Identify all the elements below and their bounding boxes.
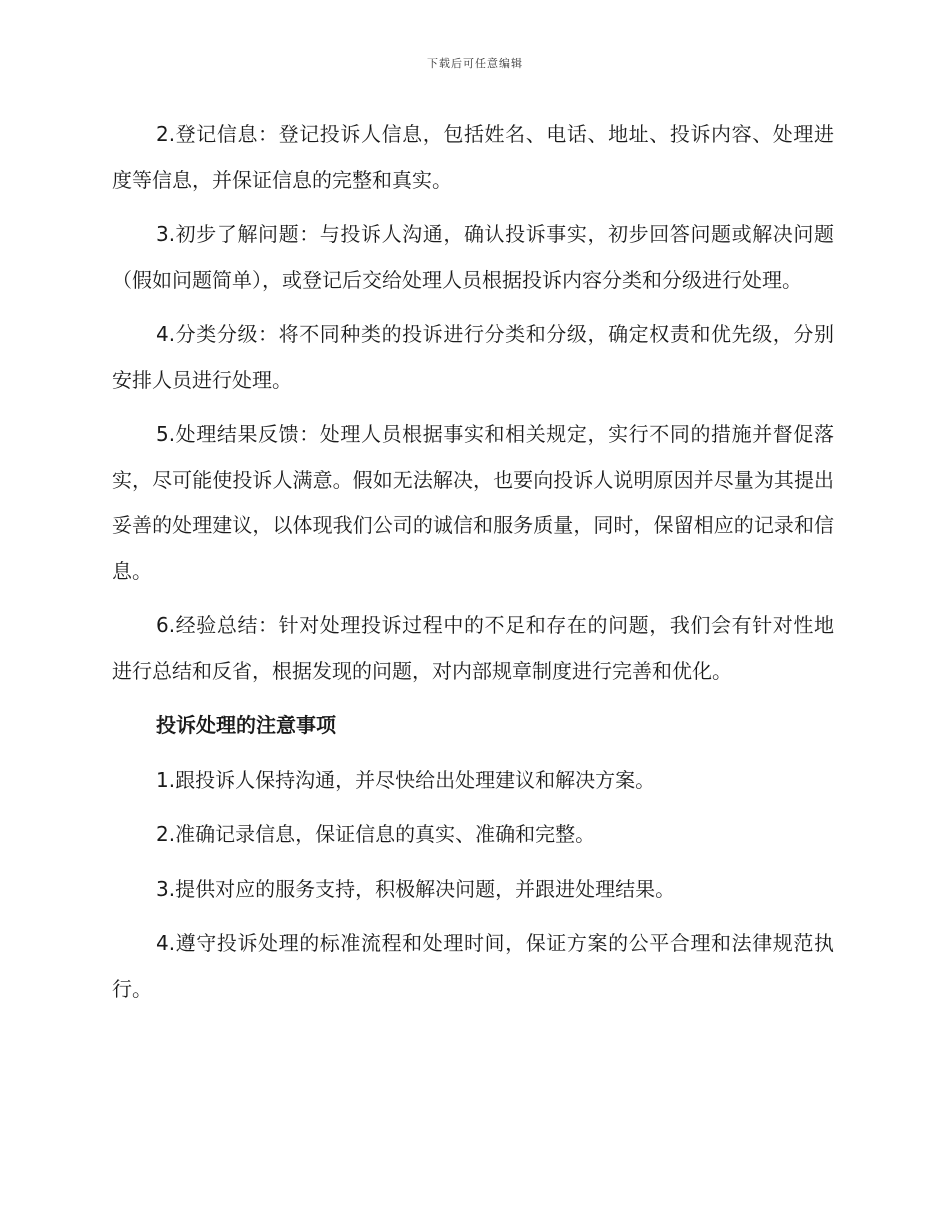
header-note: 下载后可任意编辑	[427, 57, 523, 70]
note-item-3: 3.提供对应的服务支持，积极解决问题，并跟进处理结果。	[156, 876, 676, 901]
document-body	[112, 112, 834, 1021]
paragraph-step-6: 6.经验总结：针对处理投诉过程中的不足和存在的问题，我们会有针对性地进行总结和反省，根据发现的问题，对内部规章制度进行完善和优化。	[112, 613, 834, 683]
paragraph-step-5: 5.处理结果反馈：处理人员根据事实和相关规定，实行不同的措施并督促落实，尽可能使投诉人满意。假如无法解决，也要向投诉人说明原因并尽量为其提出妥善的处理建议，以体现我们公司的诚信和服务质量，同时，保留相应的记录和信息。	[112, 422, 834, 583]
note-item-1: 1.跟投诉人保持沟通，并尽快给出处理建议和解决方案。	[156, 767, 656, 792]
section-heading: 投诉处理的注意事项	[156, 713, 336, 737]
paragraph-step-3: 3.初步了解问题：与投诉人沟通，确认投诉事实，初步回答问题或解决问题（假如问题简单），或登记后交给处理人员根据投诉内容分类和分级进行处理。	[112, 222, 834, 292]
paragraph-step-2: 2.登记信息：登记投诉人信息，包括姓名、电话、地址、投诉内容、处理进度等信息，并保证信息的完整和真实。	[112, 122, 834, 192]
note-item-4: 4.遵守投诉处理的标准流程和处理时间，保证方案的公平合理和法律规范执行。	[112, 931, 834, 1001]
note-item-2: 2.准确记录信息，保证信息的真实、准确和完整。	[156, 822, 596, 846]
paragraph-step-4: 4.分类分级：将不同种类的投诉进行分类和分级，确定权责和优先级，分别安排人员进行处理。	[112, 322, 834, 392]
